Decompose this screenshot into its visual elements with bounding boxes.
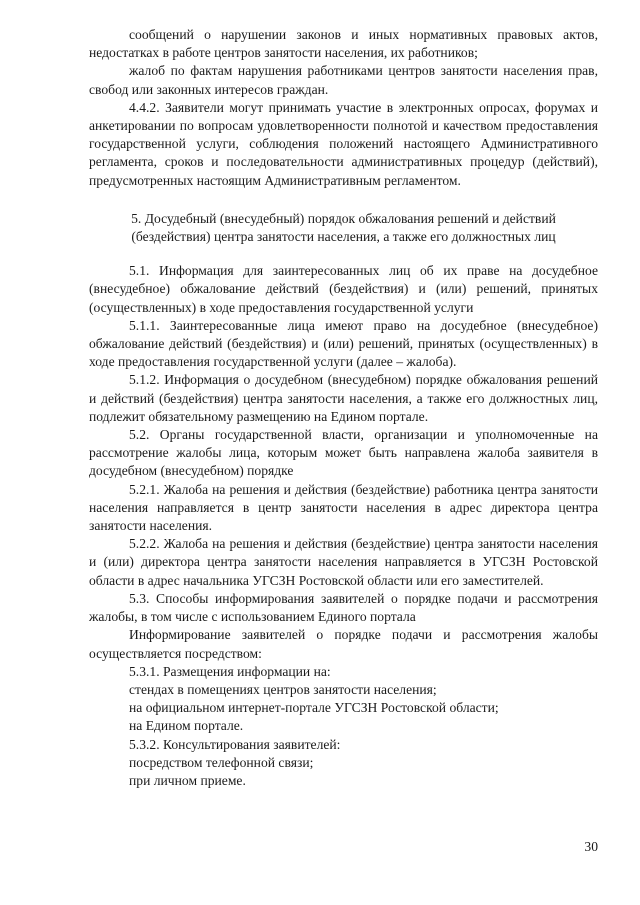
paragraph: посредством телефонной связи; bbox=[129, 754, 314, 770]
paragraph: 5.3.1. Размещения информации на: bbox=[129, 663, 331, 679]
paragraph: 5.1. Информация для заинтересованных лиц об их праве на досудебное (внесудебное) обжалование действий (бездействия) и (или) решений, принятых (осуществленных) в ходе предоставления государственной услуги bbox=[89, 263, 598, 315]
paragraph: 5.3.2. Консультирования заявителей: bbox=[129, 736, 341, 752]
paragraph: 5.2.2. Жалоба на решения и действия (бездействие) центра занятости населения и (или) директора центра занятости населения направляется в УГСЗН Ростовской области в адрес начальника УГСЗН Ростовской области или его заместителей. bbox=[89, 536, 598, 588]
section-heading: 5. Досудебный (внесудебный) порядок обжалования решений и действий (бездействия) центра занятости населения, а также его должностных лиц bbox=[131, 210, 556, 245]
paragraph: при личном приеме. bbox=[129, 772, 246, 788]
paragraph: на Едином портале. bbox=[129, 718, 244, 734]
paragraph: 5.1.1. Заинтересованные лица имеют право на досудебное (внесудебное) обжалование действий (бездействия) и (или) решений, принятых (осуществленных) в ходе предоставления государственной услуги (далее – жалоба). bbox=[89, 317, 598, 370]
paragraph: 5.2. Органы государственной власти, организации и уполномоченные на рассмотрение жалобы лица, которым может быть направлена жалоба заявителя в досудебном (внесудебном) порядке bbox=[89, 427, 598, 479]
paragraph: жалоб по фактам нарушения работниками центров занятости населения прав, свобод или законных интересов граждан. bbox=[89, 63, 598, 97]
paragraph: 5.1.2. Информация о досудебном (внесудебном) порядке обжалования решений и действий (бездействия) центра занятости населения, а также его должностных лиц, подлежит обязательному размещению на Едином портале. bbox=[89, 372, 598, 424]
paragraph: стендах в помещениях центров занятости населения; bbox=[129, 681, 437, 697]
paragraph: Информирование заявителей о порядке подачи и рассмотрения жалобы осуществляется посредством: bbox=[89, 627, 598, 661]
paragraph: на официальном интернет-портале УГСЗН Ростовской области; bbox=[129, 700, 499, 716]
paragraph: 5.3. Способы информирования заявителей о порядке подачи и рассмотрения жалобы, в том числе с использованием Единого портала bbox=[89, 590, 598, 625]
paragraph: сообщений о нарушении законов и иных нормативных правовых актов, недостатках в работе центров занятости населения, их работников; bbox=[89, 27, 598, 61]
paragraph: 5.2.1. Жалоба на решения и действия (бездействие) работника центра занятости населения направляется в центр занятости населения в адрес директора центра занятости населения. bbox=[89, 481, 598, 534]
paragraph: 4.4.2. Заявители могут принимать участие в электронных опросах, форумах и анкетировании по вопросам удовлетворенности полнотой и качеством предоставления государственной услуги, соблюдения положений настоящего Административного регламента, сроков и последовательности административных процедур (действий), предусмотренных настоящим Административным регламентом. bbox=[89, 99, 598, 188]
page-number: 30 bbox=[584, 839, 598, 854]
